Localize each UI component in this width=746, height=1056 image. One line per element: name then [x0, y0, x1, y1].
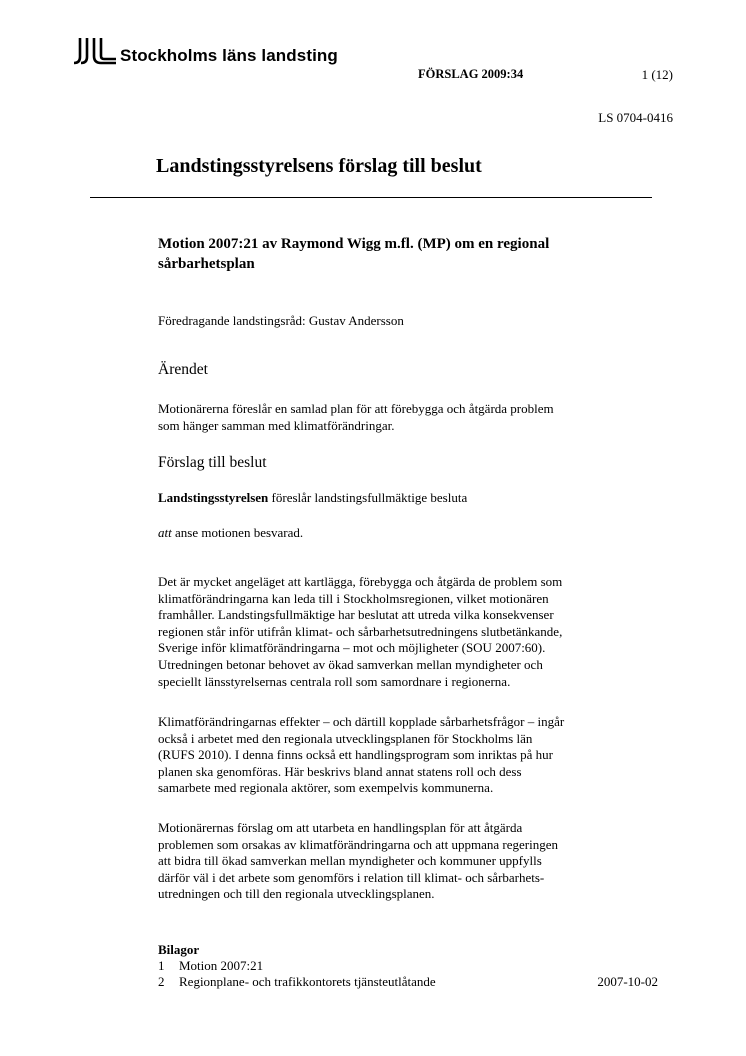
att-paragraph [158, 525, 648, 542]
attachments-section [158, 942, 658, 990]
body-paragraph-1 [158, 574, 648, 690]
sll-logo-icon [73, 36, 117, 68]
page-number: 1 (12) [641, 67, 673, 82]
attachment-title: Regionplane- och trafikkontorets tjänsteutlåtande [179, 974, 436, 989]
text-line: utredningen och till den regionala utvecklingsplanen. [158, 886, 435, 902]
decision-text: föreslår landstingsfullmäktige besluta [268, 490, 468, 505]
text-line: som hänger samman med klimatförändringar. [158, 417, 395, 433]
text-line: (RUFS 2010). I denna finns också ett handlingsprogram som inriktas på hur [158, 747, 553, 763]
att-word: att [158, 525, 172, 540]
decision-subject: Landstingsstyrelsen [158, 490, 269, 505]
document-type: FÖRSLAG 2009:34 [418, 67, 524, 81]
attachment-item [158, 958, 658, 974]
decision-paragraph [158, 490, 648, 507]
text-line: framhåller. Landstingsfullmäktige har beslutat att utreda vilka konsekvenser [158, 607, 554, 623]
attachment-item [158, 974, 658, 990]
text-line: regionen står inför utifrån klimat- och sårbarhetsutredningens slutbetänkande, [158, 623, 563, 639]
attachment-date: 2007-10-02 [597, 974, 658, 989]
text-line: Sverige inför klimatförändringarna – mot och möjligheter (SOU 2007:60). [158, 640, 546, 656]
organization-name: Stockholms läns landsting [120, 46, 338, 65]
text-line: Motionärerna föreslår en samlad plan för att förebygga och åtgärda problem [158, 401, 554, 416]
attachment-number: 2 [158, 974, 165, 989]
attachment-title: Motion 2007:21 [179, 958, 264, 973]
text-line: problemen som orsakas av klimatförändringarna och att uppmana regeringen [158, 836, 558, 852]
text-line: samarbete med regionala aktörer, som exempelvis kommunerna. [158, 780, 494, 796]
body-paragraph-2 [158, 714, 648, 797]
text-line: klimatförändringarna kan leda till i Stockholmsregionen, vilket motionären [158, 590, 549, 606]
motion-title: Motion 2007:21 av Raymond Wigg m.fl. (MP) om en regional sårbarhetsplan [158, 236, 550, 272]
text-line: Motionärernas förslag om att utarbeta en handlingsplan för att åtgärda [158, 820, 523, 835]
body-paragraph-3 [158, 820, 648, 903]
text-line: också i arbetet med den regionala utvecklingsplanen för Stockholms län [158, 730, 533, 746]
text-line: Det är mycket angeläget att kartlägga, förebygga och åtgärda de problem som [158, 574, 563, 589]
attachments-heading: Bilagor [158, 942, 200, 957]
text-line: Klimatförändringarnas effekter – och därtill kopplade sårbarhetsfrågor – ingår [158, 714, 565, 729]
organization-logo [73, 36, 338, 68]
page-title: Landstingsstyrelsens förslag till beslut [156, 155, 482, 177]
text-line: Utredningen betonar behovet av ökad samverkan mellan myndigheter och [158, 656, 543, 672]
section-heading-arendet: Ärendet [158, 361, 208, 378]
title-divider [90, 197, 652, 198]
text-line: därför väl i det arbete som genomförs i relation till klimat- och sårbarhets- [158, 869, 545, 885]
section-heading-forslag: Förslag till beslut [158, 454, 267, 471]
att-text: anse motionen besvarad. [171, 525, 304, 540]
text-line: speciellt länsstyrelsernas centrala roll som samordnare i regionerna. [158, 673, 511, 689]
arendet-paragraph [158, 401, 648, 434]
attachment-number: 1 [158, 958, 165, 973]
text-line: att bidra till ökad samverkan mellan myndigheter och kommuner uppfylls [158, 853, 542, 869]
text-line: planen ska genomföras. Här beskrivs bland annat statens roll och dess [158, 763, 522, 779]
presenter-line: Föredragande landstingsråd: Gustav Andersson [158, 313, 404, 328]
reference-number: LS 0704-0416 [598, 110, 673, 125]
